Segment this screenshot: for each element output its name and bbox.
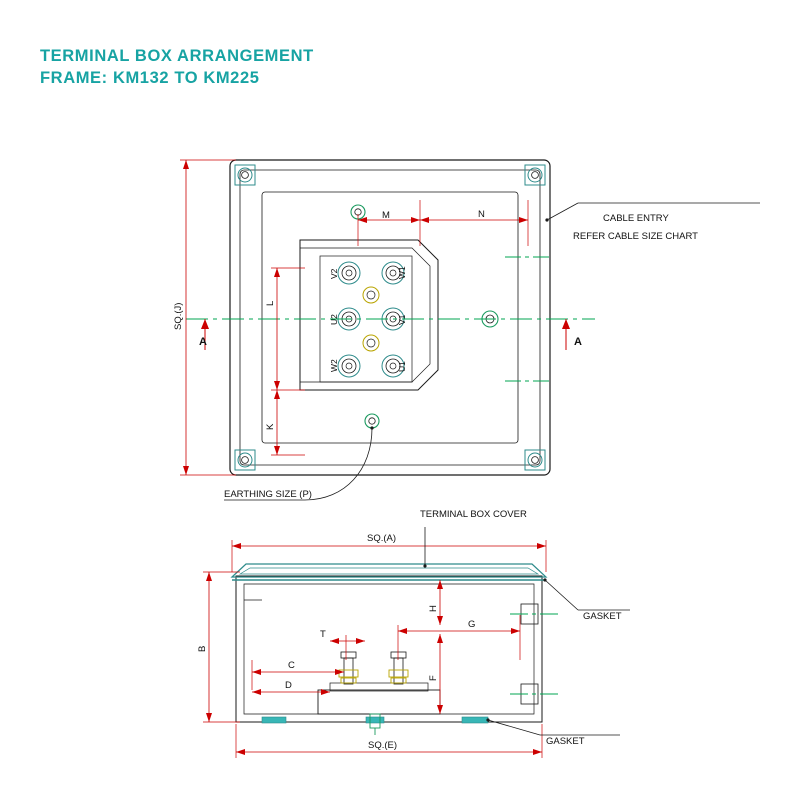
terminal-box-outer-plate xyxy=(230,160,550,475)
dimension-f xyxy=(428,634,443,714)
corner-bolt-bottom-left xyxy=(235,450,255,470)
dimension-label-c: C xyxy=(288,660,295,671)
dimension-label-b: B xyxy=(197,645,208,652)
corner-bolt-top-left xyxy=(235,165,255,185)
terminal-label-w2: W2 xyxy=(329,359,339,372)
stud-left xyxy=(339,652,358,684)
dimension-t xyxy=(320,629,365,660)
note-gasket-bottom xyxy=(486,718,620,747)
terminal-base-plinth xyxy=(318,690,440,714)
note-earthing-label: EARTHING SIZE (P) xyxy=(224,489,312,500)
note-cable-entry xyxy=(545,203,760,242)
corner-bolt-bottom-right xyxy=(525,450,545,470)
gasket-pad-right xyxy=(462,717,488,723)
terminal-stud-v2 xyxy=(338,262,360,284)
dimension-label-m: M xyxy=(382,210,390,221)
dimension-k xyxy=(265,390,305,455)
note-terminal-box-cover-label: TERMINAL BOX COVER xyxy=(420,509,527,520)
section-label-a-right: A xyxy=(574,336,582,348)
stud-right xyxy=(389,652,408,684)
terminal-label-v2: V2 xyxy=(329,268,339,279)
terminal-box-inner-plate xyxy=(240,170,540,465)
dimension-label-g: G xyxy=(468,619,476,630)
terminal-base-plate-inner xyxy=(300,248,430,382)
terminal-stud-center-upper xyxy=(363,287,379,303)
dimension-label-e: SQ.(E) xyxy=(368,740,398,751)
dimension-label-n: N xyxy=(478,209,485,220)
terminal-base-plate xyxy=(300,240,438,390)
section-label-a-left: A xyxy=(199,336,207,348)
terminal-label-w1: W1 xyxy=(397,266,407,279)
terminal-stud-center-lower xyxy=(363,335,379,351)
dimension-label-t: T xyxy=(320,629,326,640)
dimension-label-l: L xyxy=(265,300,276,306)
dimension-a xyxy=(232,533,546,572)
top-view xyxy=(173,160,760,500)
terminal-label-u1: U1 xyxy=(397,361,407,372)
side-view-section-aa xyxy=(197,509,630,758)
dimension-m xyxy=(358,200,420,246)
terminal-box-body xyxy=(236,576,542,722)
note-cable-entry-line2: REFER CABLE SIZE CHART xyxy=(573,231,698,242)
terminal-stud-w2 xyxy=(338,355,360,377)
dimension-l xyxy=(265,268,305,390)
terminal-box-body-inner xyxy=(244,584,534,714)
corner-bolt-top-right xyxy=(525,165,545,185)
dimension-h xyxy=(428,580,443,625)
dimension-label-f: F xyxy=(428,675,439,681)
section-mark-a-left xyxy=(199,319,209,350)
dimension-label-k: K xyxy=(265,423,276,430)
note-terminal-box-cover xyxy=(420,509,527,568)
gasket-pad-left xyxy=(262,717,286,723)
dimension-label-d: D xyxy=(285,680,292,691)
dimension-j xyxy=(173,160,236,475)
terminal-label-v1: V1 xyxy=(397,314,407,325)
note-gasket-bottom-label: GASKET xyxy=(546,736,585,747)
dimension-label-j: SQ.(J) xyxy=(173,302,184,330)
gasket-pad-center xyxy=(366,717,384,723)
terminal-label-u2: U2 xyxy=(329,314,339,325)
terminal-box-cover xyxy=(232,564,546,577)
dimension-label-h: H xyxy=(428,605,439,612)
dimension-g xyxy=(398,615,520,660)
dimension-n xyxy=(420,200,528,246)
note-gasket-top-label: GASKET xyxy=(583,611,622,622)
note-gasket-top xyxy=(543,578,630,622)
corner-bolt-group xyxy=(235,165,545,470)
dimension-b xyxy=(197,572,240,722)
terminal-box-cover-inner xyxy=(240,568,538,574)
title-line-2: FRAME: KM132 TO KM225 xyxy=(40,69,260,87)
title-line-1: TERMINAL BOX ARRANGEMENT xyxy=(40,47,314,65)
section-mark-a-right xyxy=(562,319,582,350)
dimension-label-a: SQ.(A) xyxy=(367,533,397,544)
dimension-e xyxy=(236,724,542,758)
earthing-bolt-bottom xyxy=(365,414,379,428)
note-cable-entry-line1: CABLE ENTRY xyxy=(603,213,669,224)
